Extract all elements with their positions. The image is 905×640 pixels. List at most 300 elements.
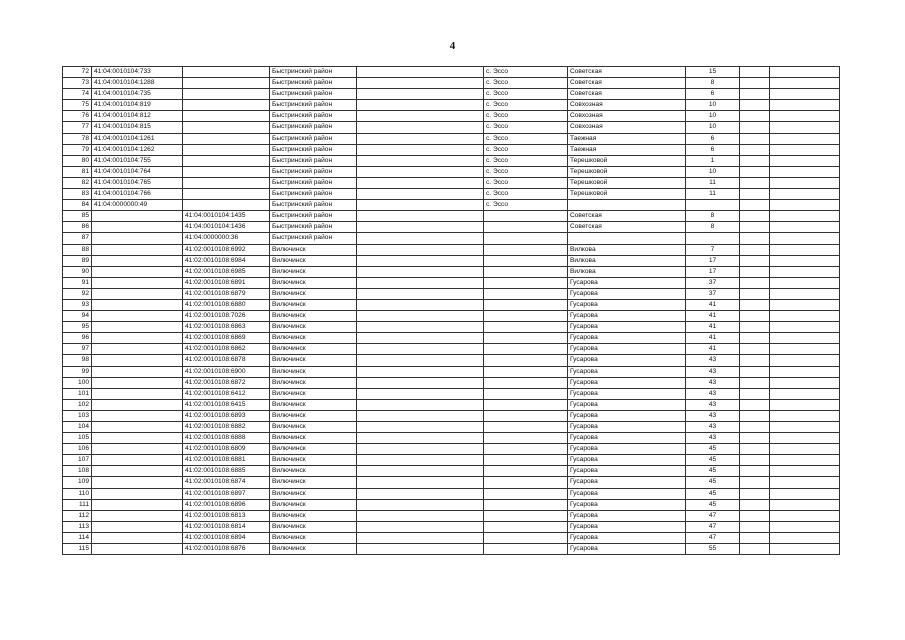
table-row xyxy=(63,89,840,100)
house-number-cell: 17 xyxy=(686,255,740,266)
house-number-cell: 15 xyxy=(686,67,740,78)
house-number-cell: 47 xyxy=(686,532,740,543)
cadastral-number-cell: 41:04:0010104:1262 xyxy=(92,144,183,155)
locality-cell xyxy=(484,277,568,288)
table-row xyxy=(63,311,840,322)
extra-1-cell xyxy=(740,333,770,344)
extra-2-cell xyxy=(770,277,840,288)
extra-1-cell xyxy=(740,322,770,333)
extra-2-cell xyxy=(770,377,840,388)
house-number-cell: 37 xyxy=(686,277,740,288)
street-cell: Таежная xyxy=(568,144,686,155)
house-number-cell: 45 xyxy=(686,499,740,510)
extra-2-cell xyxy=(770,244,840,255)
locality-cell xyxy=(484,410,568,421)
extra-1-cell xyxy=(740,100,770,111)
row-number-cell: 106 xyxy=(63,444,92,455)
cadastral-number-alt-cell: 41:02:0010108:6888 xyxy=(183,433,270,444)
table-row xyxy=(63,399,840,410)
extra-2-cell xyxy=(770,200,840,211)
extra-1-cell xyxy=(740,466,770,477)
extra-1-cell xyxy=(740,144,770,155)
district-cell: Вилючинск xyxy=(270,544,357,555)
table-row xyxy=(63,233,840,244)
street-cell: Советская xyxy=(568,89,686,100)
locality-type-cell xyxy=(357,288,484,299)
locality-cell: с. Эссо xyxy=(484,122,568,133)
locality-cell xyxy=(484,255,568,266)
locality-type-cell xyxy=(357,133,484,144)
extra-2-cell xyxy=(770,222,840,233)
table-row xyxy=(63,277,840,288)
cadastral-number-alt-cell xyxy=(183,155,270,166)
cadastral-number-cell xyxy=(92,477,183,488)
cadastral-number-alt-cell: 41:02:0010108:6862 xyxy=(183,344,270,355)
extra-1-cell xyxy=(740,177,770,188)
locality-cell: с. Эссо xyxy=(484,200,568,211)
extra-2-cell xyxy=(770,233,840,244)
street-cell: Гусарова xyxy=(568,277,686,288)
extra-2-cell xyxy=(770,521,840,532)
cadastral-number-cell xyxy=(92,333,183,344)
table-row xyxy=(63,377,840,388)
locality-cell xyxy=(484,366,568,377)
cadastral-number-cell: 41:04:0000000:49 xyxy=(92,200,183,211)
extra-1-cell xyxy=(740,410,770,421)
extra-1-cell xyxy=(740,111,770,122)
table-row xyxy=(63,189,840,200)
house-number-cell: 37 xyxy=(686,288,740,299)
locality-type-cell xyxy=(357,111,484,122)
extra-2-cell xyxy=(770,100,840,111)
extra-1-cell xyxy=(740,521,770,532)
extra-2-cell xyxy=(770,78,840,89)
cadastral-number-cell: 41:04:0010104:764 xyxy=(92,166,183,177)
cadastral-number-alt-cell: 41:02:0010108:6894 xyxy=(183,532,270,543)
locality-type-cell xyxy=(357,433,484,444)
row-number-cell: 98 xyxy=(63,355,92,366)
street-cell: Гусарова xyxy=(568,333,686,344)
table-row xyxy=(63,78,840,89)
page-number: 4 xyxy=(449,40,456,52)
locality-type-cell xyxy=(357,233,484,244)
district-cell: Вилючинск xyxy=(270,455,357,466)
locality-type-cell xyxy=(357,322,484,333)
district-cell: Быстринский район xyxy=(270,177,357,188)
locality-type-cell xyxy=(357,388,484,399)
locality-cell xyxy=(484,322,568,333)
cadastral-number-alt-cell: 41:02:0010108:6881 xyxy=(183,455,270,466)
district-cell: Вилючинск xyxy=(270,333,357,344)
locality-type-cell xyxy=(357,333,484,344)
cadastral-number-alt-cell xyxy=(183,89,270,100)
cadastral-number-cell xyxy=(92,388,183,399)
cadastral-number-cell xyxy=(92,466,183,477)
district-cell: Вилючинск xyxy=(270,477,357,488)
cadastral-number-alt-cell: 41:02:0010108:6876 xyxy=(183,544,270,555)
locality-cell xyxy=(484,433,568,444)
extra-2-cell xyxy=(770,189,840,200)
street-cell: Гусарова xyxy=(568,322,686,333)
row-number-cell: 111 xyxy=(63,499,92,510)
street-cell: Гусарова xyxy=(568,544,686,555)
district-cell: Вилючинск xyxy=(270,488,357,499)
district-cell: Вилючинск xyxy=(270,366,357,377)
locality-type-cell xyxy=(357,510,484,521)
extra-2-cell xyxy=(770,510,840,521)
extra-1-cell xyxy=(740,155,770,166)
cadastral-number-cell xyxy=(92,266,183,277)
cadastral-number-alt-cell: 41:02:0010108:6879 xyxy=(183,288,270,299)
cadastral-number-alt-cell: 41:02:0010108:6985 xyxy=(183,266,270,277)
district-cell: Быстринский район xyxy=(270,133,357,144)
house-number-cell: 55 xyxy=(686,544,740,555)
house-number-cell: 41 xyxy=(686,344,740,355)
row-number-cell: 95 xyxy=(63,322,92,333)
locality-cell xyxy=(484,388,568,399)
street-cell: Советская xyxy=(568,78,686,89)
extra-2-cell xyxy=(770,322,840,333)
table-row xyxy=(63,466,840,477)
cadastral-number-cell: 41:04:0010104:766 xyxy=(92,189,183,200)
house-number-cell: 43 xyxy=(686,399,740,410)
cadastral-number-cell xyxy=(92,288,183,299)
locality-type-cell xyxy=(357,166,484,177)
cadastral-number-cell xyxy=(92,510,183,521)
extra-1-cell xyxy=(740,78,770,89)
row-number-cell: 79 xyxy=(63,144,92,155)
table-row xyxy=(63,177,840,188)
table-row xyxy=(63,299,840,310)
row-number-cell: 78 xyxy=(63,133,92,144)
house-number-cell: 43 xyxy=(686,433,740,444)
district-cell: Быстринский район xyxy=(270,100,357,111)
extra-2-cell xyxy=(770,399,840,410)
locality-type-cell xyxy=(357,344,484,355)
district-cell: Вилючинск xyxy=(270,510,357,521)
table-row xyxy=(63,244,840,255)
locality-type-cell xyxy=(357,177,484,188)
locality-cell xyxy=(484,211,568,222)
district-cell: Вилючинск xyxy=(270,288,357,299)
locality-type-cell xyxy=(357,410,484,421)
extra-2-cell xyxy=(770,255,840,266)
table-row xyxy=(63,444,840,455)
district-cell: Вилючинск xyxy=(270,410,357,421)
table-row xyxy=(63,499,840,510)
district-cell: Вилючинск xyxy=(270,433,357,444)
house-number-cell: 10 xyxy=(686,166,740,177)
row-number-cell: 84 xyxy=(63,200,92,211)
extra-1-cell xyxy=(740,244,770,255)
house-number-cell: 6 xyxy=(686,89,740,100)
locality-cell: с. Эссо xyxy=(484,177,568,188)
cadastral-number-cell xyxy=(92,455,183,466)
street-cell: Гусарова xyxy=(568,455,686,466)
extra-2-cell xyxy=(770,67,840,78)
extra-2-cell xyxy=(770,111,840,122)
extra-2-cell xyxy=(770,488,840,499)
row-number-cell: 101 xyxy=(63,388,92,399)
locality-cell xyxy=(484,499,568,510)
cadastral-number-alt-cell xyxy=(183,67,270,78)
extra-1-cell xyxy=(740,89,770,100)
locality-cell: с. Эссо xyxy=(484,67,568,78)
district-cell: Вилючинск xyxy=(270,266,357,277)
locality-type-cell xyxy=(357,67,484,78)
street-cell: Гусарова xyxy=(568,355,686,366)
row-number-cell: 93 xyxy=(63,299,92,310)
cadastral-number-alt-cell: 41:02:0010108:6869 xyxy=(183,333,270,344)
row-number-cell: 87 xyxy=(63,233,92,244)
house-number-cell: 45 xyxy=(686,455,740,466)
row-number-cell: 89 xyxy=(63,255,92,266)
table-row xyxy=(63,544,840,555)
locality-cell: с. Эссо xyxy=(484,78,568,89)
table-row xyxy=(63,322,840,333)
cadastral-number-cell xyxy=(92,277,183,288)
table-row xyxy=(63,388,840,399)
cadastral-number-alt-cell: 41:02:0010108:6863 xyxy=(183,322,270,333)
register-rows xyxy=(63,67,840,555)
district-cell: Быстринский район xyxy=(270,222,357,233)
extra-2-cell xyxy=(770,344,840,355)
extra-1-cell xyxy=(740,133,770,144)
house-number-cell: 11 xyxy=(686,189,740,200)
locality-type-cell xyxy=(357,532,484,543)
street-cell: Гусарова xyxy=(568,422,686,433)
cadastral-number-alt-cell xyxy=(183,177,270,188)
street-cell: Гусарова xyxy=(568,433,686,444)
locality-type-cell xyxy=(357,499,484,510)
extra-1-cell xyxy=(740,433,770,444)
street-cell: Гусарова xyxy=(568,344,686,355)
extra-1-cell xyxy=(740,311,770,322)
extra-2-cell xyxy=(770,333,840,344)
cadastral-number-alt-cell: 41:04:0000000:36 xyxy=(183,233,270,244)
street-cell: Советская xyxy=(568,211,686,222)
extra-2-cell xyxy=(770,89,840,100)
house-number-cell: 1 xyxy=(686,155,740,166)
district-cell: Быстринский район xyxy=(270,211,357,222)
street-cell: Гусарова xyxy=(568,366,686,377)
extra-2-cell xyxy=(770,144,840,155)
extra-2-cell xyxy=(770,410,840,421)
house-number-cell: 43 xyxy=(686,377,740,388)
house-number-cell: 43 xyxy=(686,422,740,433)
table-row xyxy=(63,133,840,144)
street-cell xyxy=(568,233,686,244)
cadastral-number-cell xyxy=(92,255,183,266)
locality-cell xyxy=(484,333,568,344)
cadastral-number-cell xyxy=(92,499,183,510)
cadastral-number-alt-cell: 41:04:0010104:1435 xyxy=(183,211,270,222)
extra-1-cell xyxy=(740,288,770,299)
locality-type-cell xyxy=(357,299,484,310)
district-cell: Вилючинск xyxy=(270,344,357,355)
locality-cell xyxy=(484,244,568,255)
locality-type-cell xyxy=(357,544,484,555)
extra-2-cell xyxy=(770,266,840,277)
house-number-cell: 8 xyxy=(686,78,740,89)
row-number-cell: 76 xyxy=(63,111,92,122)
extra-2-cell xyxy=(770,211,840,222)
street-cell: Терешковой xyxy=(568,177,686,188)
cadastral-number-alt-cell: 41:02:0010108:6885 xyxy=(183,466,270,477)
row-number-cell: 115 xyxy=(63,544,92,555)
locality-type-cell xyxy=(357,244,484,255)
district-cell: Быстринский район xyxy=(270,89,357,100)
cadastral-number-alt-cell xyxy=(183,189,270,200)
table-row xyxy=(63,288,840,299)
extra-1-cell xyxy=(740,455,770,466)
house-number-cell: 41 xyxy=(686,333,740,344)
district-cell: Вилючинск xyxy=(270,521,357,532)
street-cell: Гусарова xyxy=(568,532,686,543)
cadastral-number-alt-cell xyxy=(183,144,270,155)
extra-2-cell xyxy=(770,177,840,188)
locality-type-cell xyxy=(357,222,484,233)
table-row xyxy=(63,422,840,433)
locality-type-cell xyxy=(357,477,484,488)
locality-cell xyxy=(484,233,568,244)
locality-type-cell xyxy=(357,255,484,266)
district-cell: Быстринский район xyxy=(270,67,357,78)
house-number-cell: 43 xyxy=(686,366,740,377)
locality-cell xyxy=(484,355,568,366)
house-number-cell: 7 xyxy=(686,244,740,255)
table-row xyxy=(63,333,840,344)
extra-1-cell xyxy=(740,532,770,543)
cadastral-number-alt-cell: 41:02:0010108:6814 xyxy=(183,521,270,532)
house-number-cell: 10 xyxy=(686,122,740,133)
row-number-cell: 102 xyxy=(63,399,92,410)
extra-2-cell xyxy=(770,311,840,322)
table-row xyxy=(63,155,840,166)
house-number-cell xyxy=(686,233,740,244)
cadastral-number-cell: 41:04:0010104:735 xyxy=(92,89,183,100)
extra-2-cell xyxy=(770,477,840,488)
locality-cell xyxy=(484,444,568,455)
street-cell: Терешковой xyxy=(568,189,686,200)
locality-cell xyxy=(484,510,568,521)
extra-1-cell xyxy=(740,444,770,455)
extra-1-cell xyxy=(740,355,770,366)
street-cell: Совхозная xyxy=(568,100,686,111)
extra-1-cell xyxy=(740,189,770,200)
row-number-cell: 107 xyxy=(63,455,92,466)
street-cell: Гусарова xyxy=(568,466,686,477)
cadastral-number-cell xyxy=(92,377,183,388)
house-number-cell: 43 xyxy=(686,388,740,399)
extra-2-cell xyxy=(770,299,840,310)
locality-cell xyxy=(484,288,568,299)
cadastral-number-cell xyxy=(92,444,183,455)
house-number-cell: 17 xyxy=(686,266,740,277)
cadastral-number-cell xyxy=(92,244,183,255)
row-number-cell: 108 xyxy=(63,466,92,477)
row-number-cell: 104 xyxy=(63,422,92,433)
row-number-cell: 112 xyxy=(63,510,92,521)
cadastral-number-alt-cell: 41:02:0010108:6880 xyxy=(183,299,270,310)
table-row xyxy=(63,122,840,133)
locality-cell xyxy=(484,488,568,499)
locality-cell xyxy=(484,422,568,433)
locality-cell xyxy=(484,399,568,410)
locality-type-cell xyxy=(357,311,484,322)
row-number-cell: 82 xyxy=(63,177,92,188)
district-cell: Вилючинск xyxy=(270,388,357,399)
locality-cell xyxy=(484,344,568,355)
cadastral-number-alt-cell: 41:02:0010108:7026 xyxy=(183,311,270,322)
locality-cell xyxy=(484,521,568,532)
locality-cell: с. Эссо xyxy=(484,189,568,200)
cadastral-number-cell: 41:04:0010104:765 xyxy=(92,177,183,188)
locality-cell xyxy=(484,532,568,543)
cadastral-number-alt-cell xyxy=(183,122,270,133)
street-cell: Терешковой xyxy=(568,166,686,177)
locality-cell: с. Эссо xyxy=(484,100,568,111)
row-number-cell: 88 xyxy=(63,244,92,255)
street-cell: Гусарова xyxy=(568,444,686,455)
row-number-cell: 91 xyxy=(63,277,92,288)
street-cell: Вилкова xyxy=(568,255,686,266)
cadastral-number-cell xyxy=(92,355,183,366)
cadastral-number-cell xyxy=(92,366,183,377)
locality-type-cell xyxy=(357,78,484,89)
locality-type-cell xyxy=(357,277,484,288)
house-number-cell: 43 xyxy=(686,355,740,366)
table-row xyxy=(63,510,840,521)
street-cell: Гусарова xyxy=(568,499,686,510)
district-cell: Быстринский район xyxy=(270,200,357,211)
house-number-cell: 8 xyxy=(686,222,740,233)
table-row xyxy=(63,144,840,155)
row-number-cell: 109 xyxy=(63,477,92,488)
house-number-cell: 6 xyxy=(686,133,740,144)
extra-1-cell xyxy=(740,222,770,233)
street-cell: Гусарова xyxy=(568,299,686,310)
street-cell xyxy=(568,200,686,211)
cadastral-number-alt-cell: 41:02:0010108:6874 xyxy=(183,477,270,488)
extra-2-cell xyxy=(770,444,840,455)
cadastral-number-cell xyxy=(92,488,183,499)
district-cell: Вилючинск xyxy=(270,399,357,410)
extra-1-cell xyxy=(740,477,770,488)
street-cell: Вилкова xyxy=(568,244,686,255)
row-number-cell: 99 xyxy=(63,366,92,377)
cadastral-number-cell xyxy=(92,344,183,355)
street-cell: Вилкова xyxy=(568,266,686,277)
row-number-cell: 72 xyxy=(63,67,92,78)
cadastral-number-alt-cell: 41:02:0010108:6984 xyxy=(183,255,270,266)
extra-1-cell xyxy=(740,510,770,521)
row-number-cell: 96 xyxy=(63,333,92,344)
locality-cell: с. Эссо xyxy=(484,89,568,100)
cadastral-number-alt-cell xyxy=(183,133,270,144)
cadastral-number-alt-cell: 41:02:0010108:6809 xyxy=(183,444,270,455)
house-number-cell: 41 xyxy=(686,311,740,322)
locality-type-cell xyxy=(357,200,484,211)
table-row xyxy=(63,211,840,222)
row-number-cell: 92 xyxy=(63,288,92,299)
locality-cell: с. Эссо xyxy=(484,133,568,144)
locality-type-cell xyxy=(357,144,484,155)
street-cell: Гусарова xyxy=(568,488,686,499)
extra-2-cell xyxy=(770,388,840,399)
row-number-cell: 114 xyxy=(63,532,92,543)
district-cell: Вилючинск xyxy=(270,422,357,433)
